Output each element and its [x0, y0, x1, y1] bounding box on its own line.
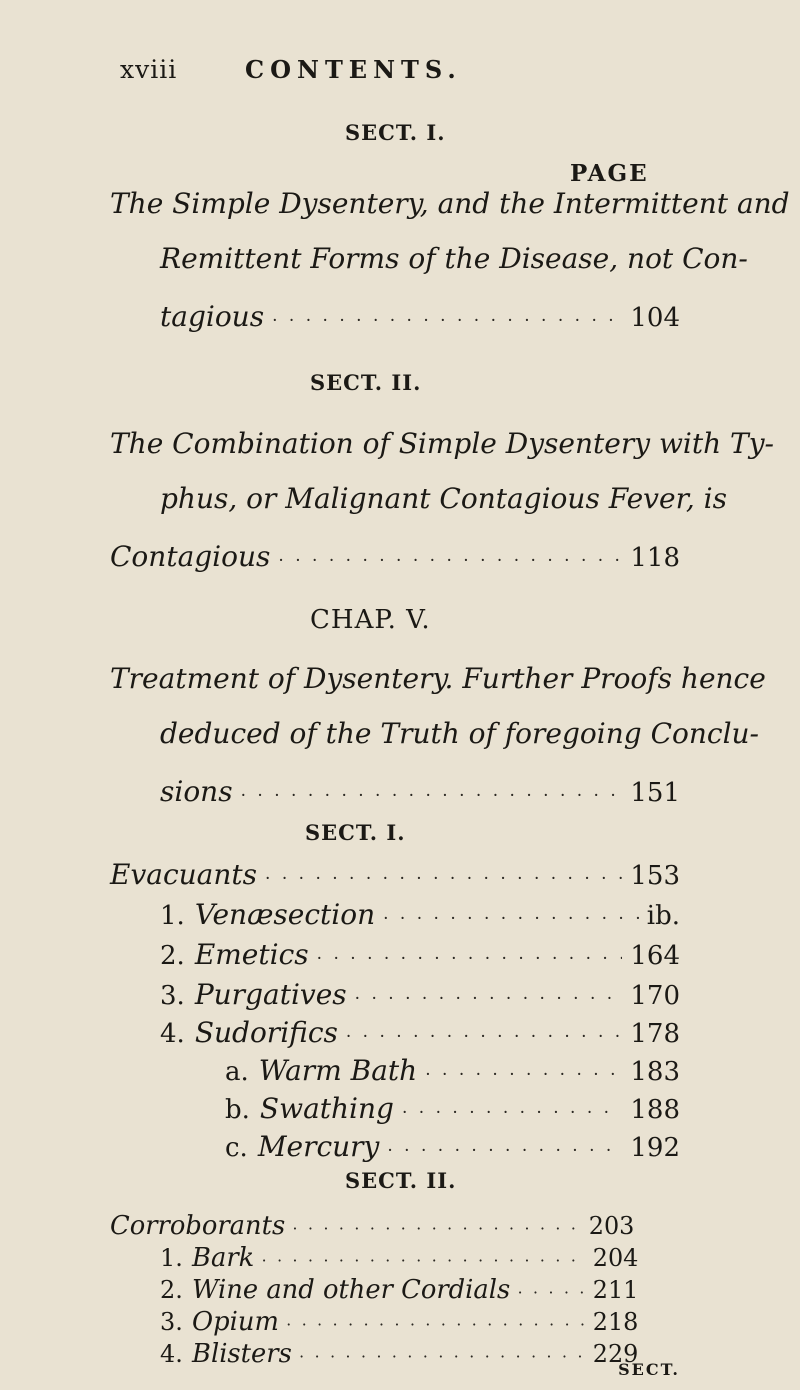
section-heading: SECT. I.	[345, 120, 446, 145]
entry-number: a.	[225, 1057, 249, 1087]
leader-dots	[425, 1065, 622, 1085]
toc-entry	[110, 540, 680, 573]
entry-label: Warm Bath	[258, 1054, 418, 1087]
entry-label: tagious	[160, 300, 265, 333]
toc-entry	[160, 1274, 638, 1304]
leader-dots	[317, 949, 623, 969]
entry-label: Venæsection	[194, 898, 376, 931]
toc-entry	[225, 1130, 680, 1163]
leader-dots	[265, 869, 622, 889]
entry-number: 1.	[160, 901, 185, 931]
entry-number: b.	[225, 1095, 250, 1125]
entry-title-line: Treatment of Dysentery. Further Proofs hence	[110, 662, 766, 695]
page-number: xviii	[120, 55, 178, 84]
entry-page: 188	[630, 1095, 680, 1125]
toc-entry	[160, 978, 680, 1011]
entry-label: Evacuants	[110, 858, 258, 891]
entry-page: 164	[630, 941, 680, 971]
entry-title-line: phus, or Malignant Contagious Fever, is	[160, 482, 727, 515]
entry-label: Bark	[192, 1242, 255, 1273]
entry-label: Corroborants	[110, 1210, 286, 1241]
toc-entry	[225, 1092, 680, 1125]
toc-entry	[160, 938, 680, 971]
toc-entry	[160, 300, 680, 333]
entry-label: Wine and other Cordials	[192, 1274, 511, 1305]
entry-number: c.	[225, 1133, 248, 1163]
entry-page: 118	[630, 543, 680, 573]
leader-dots	[262, 1252, 586, 1270]
entry-page: 170	[630, 981, 680, 1011]
entry-number: 1.	[160, 1244, 183, 1273]
section-heading: SECT. II.	[345, 1168, 457, 1193]
toc-entry	[110, 1210, 634, 1240]
leader-dots	[241, 786, 623, 806]
toc-entry	[160, 1306, 638, 1336]
entry-label: Sudorifics	[194, 1016, 338, 1049]
leader-dots	[346, 1027, 622, 1047]
toc-entry	[225, 1054, 680, 1087]
chapter-heading: CHAP. V.	[310, 605, 431, 635]
leader-dots	[286, 1316, 585, 1334]
entry-label: Emetics	[194, 938, 309, 971]
entry-number: 4.	[160, 1019, 185, 1049]
section-heading: SECT. I.	[305, 820, 406, 845]
entry-page: 211	[592, 1276, 639, 1305]
entry-page: 178	[630, 1019, 680, 1049]
entry-label: Contagious	[110, 540, 271, 573]
leader-dots	[293, 1220, 582, 1238]
page-column-label: PAGE	[570, 160, 649, 187]
toc-entry	[110, 858, 680, 891]
entry-label: Mercury	[257, 1130, 380, 1163]
entry-page: 229	[592, 1340, 639, 1369]
leader-dots	[355, 989, 623, 1009]
entry-title-line: deduced of the Truth of foregoing Conclu-	[160, 717, 760, 750]
entry-page: 151	[630, 778, 680, 808]
entry-page: ib.	[646, 901, 680, 931]
entry-label: Swathing	[259, 1092, 394, 1125]
page-header-title: CONTENTS.	[245, 55, 462, 84]
entry-number: 4.	[160, 1340, 183, 1369]
entry-page: 153	[630, 861, 680, 891]
entry-page: 183	[630, 1057, 680, 1087]
leader-dots	[387, 1141, 622, 1161]
entry-title-line: Remittent Forms of the Disease, not Con-	[160, 242, 748, 275]
entry-page: 192	[630, 1133, 680, 1163]
entry-number: 2.	[160, 941, 185, 971]
entry-label: Blisters	[192, 1338, 292, 1369]
entry-page: 218	[592, 1308, 639, 1337]
leader-dots	[278, 551, 622, 571]
entry-number: 2.	[160, 1276, 183, 1305]
toc-entry	[160, 775, 680, 808]
section-heading: SECT. II.	[310, 370, 422, 395]
entry-label: Purgatives	[194, 978, 347, 1011]
entry-title-line: The Simple Dysentery, and the Intermittent and	[110, 187, 790, 220]
entry-page: 203	[588, 1212, 635, 1241]
entry-page: 204	[592, 1244, 639, 1273]
leader-dots	[518, 1284, 586, 1302]
toc-entry	[160, 1338, 638, 1368]
entry-label: Opium	[192, 1306, 279, 1337]
leader-dots	[272, 311, 622, 331]
entry-label: sions	[160, 775, 233, 808]
entry-title-line: The Combination of Simple Dysentery with Ty-	[110, 427, 775, 460]
catchword: SECT.	[618, 1360, 680, 1379]
entry-number: 3.	[160, 1308, 183, 1337]
leader-dots	[402, 1103, 622, 1123]
toc-entry	[160, 1016, 680, 1049]
toc-entry	[160, 1242, 638, 1272]
leader-dots	[299, 1348, 585, 1366]
toc-entry	[160, 898, 680, 931]
entry-number: 3.	[160, 981, 185, 1011]
leader-dots	[383, 909, 639, 929]
entry-page: 104	[630, 303, 680, 333]
